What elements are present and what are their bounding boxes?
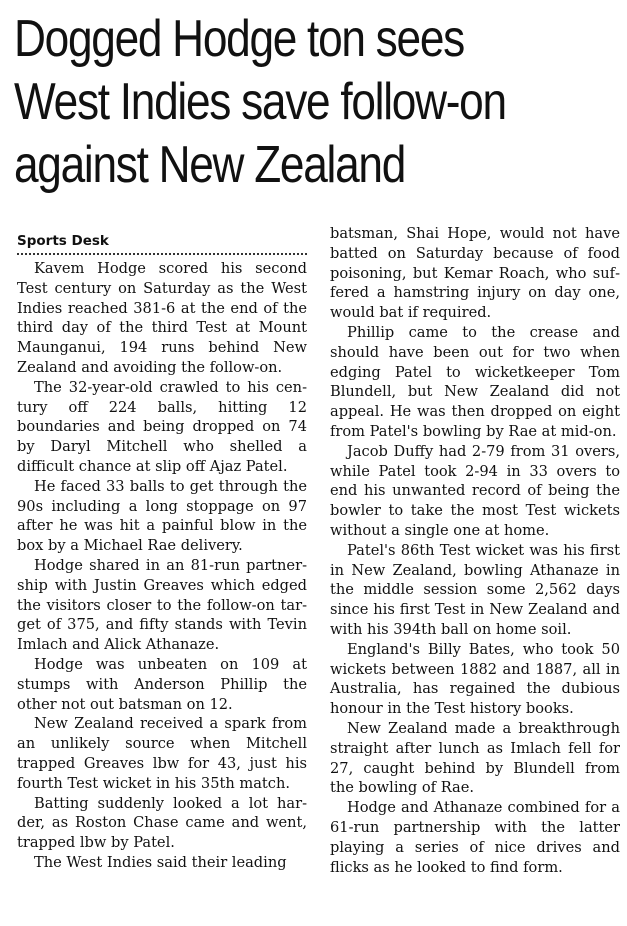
paragraph: England's Billy Bates, who took 50 wickets between 1882 and 1887, all in Australia, has regained the dubious honour in the Test history books.: [330, 640, 620, 718]
paragraph: Hodge shared in an 81-run partnership with Justin Greaves which edged the visitors closer to the follow-on target of 375, and fifty stands with Tevin Imlach and Alick Athanaze.: [17, 556, 307, 654]
byline: Sports Desk: [17, 224, 307, 255]
article-headline: [14, 8, 528, 197]
paragraph: Batting suddenly looked a lot harder, as Roston Chase came and went, trapped lbw by Patel.: [17, 794, 307, 852]
headline-line-1: Dogged Hodge ton sees: [14, 10, 464, 68]
headline-line-2: West Indies save follow-on: [14, 73, 506, 131]
article-column-left: [17, 224, 307, 873]
paragraph: Kavem Hodge scored his second Test century on Saturday as the West Indies reached 381-6 at the end of the third day of the third Test at Mount Maunganui, 194 runs behind New Zealand and avoiding the follow-on.: [17, 260, 307, 376]
paragraph: New Zealand made a breakthrough straight after lunch as Imlach fell for 27, caught behind by Blundell from the bowling of Rae.: [330, 719, 620, 797]
article-column-right: [330, 224, 620, 877]
paragraph: Hodge was unbeaten on 109 at stumps with Anderson Phillip the other not out batsman on 12.: [17, 655, 307, 713]
paragraph: He faced 33 balls to get through the 90s including a long stoppage on 97 after he was hit a painful blow in the box by a Michael Rae delivery.: [17, 477, 307, 555]
headline-line-3: against New Zealand: [14, 136, 406, 194]
paragraph: New Zealand received a spark from an unlikely source when Mitchell trapped Greaves lbw for 43, just his fourth Test wicket in his 35th match.: [17, 715, 307, 792]
paragraph: Patel's 86th Test wicket was his first in New Zealand, bowling Athanaze in the middle session some 2,562 days since his first Test in New Zealand and with his 394th ball on home soil.: [330, 541, 620, 638]
paragraph: The 32-year-old crawled to his century off 224 balls, hitting 12 boundaries and being dropped on 74 by Daryl Mitchell who shelled a difficult chance at slip off Ajaz Patel.: [17, 378, 307, 475]
paragraph: Jacob Duffy had 2-79 from 31 overs, while Patel took 2-94 in 33 overs to end his unwanted record of being the bowler to take the most Test wickets without a single one at home.: [330, 442, 620, 539]
paragraph: The West Indies said their leading: [34, 853, 287, 871]
paragraph: Hodge and Athanaze combined for a 61-run partnership with the latter playing a series of nice drives and flicks as he looked to find form.: [330, 799, 620, 876]
paragraph-continued: batsman, Shai Hope, would not have batted on Saturday because of food poisoning, but Kemar Roach, who suffered a hamstring injury on day one, would bat if required.: [330, 225, 620, 322]
paragraph: Phillip came to the crease and should have been out for two when edging Patel to wicketkeeper Tom Blundell, but New Zealand did not appeal. He was then dropped on eight from Patel's bowling by Rae at mid-on.: [330, 323, 620, 440]
